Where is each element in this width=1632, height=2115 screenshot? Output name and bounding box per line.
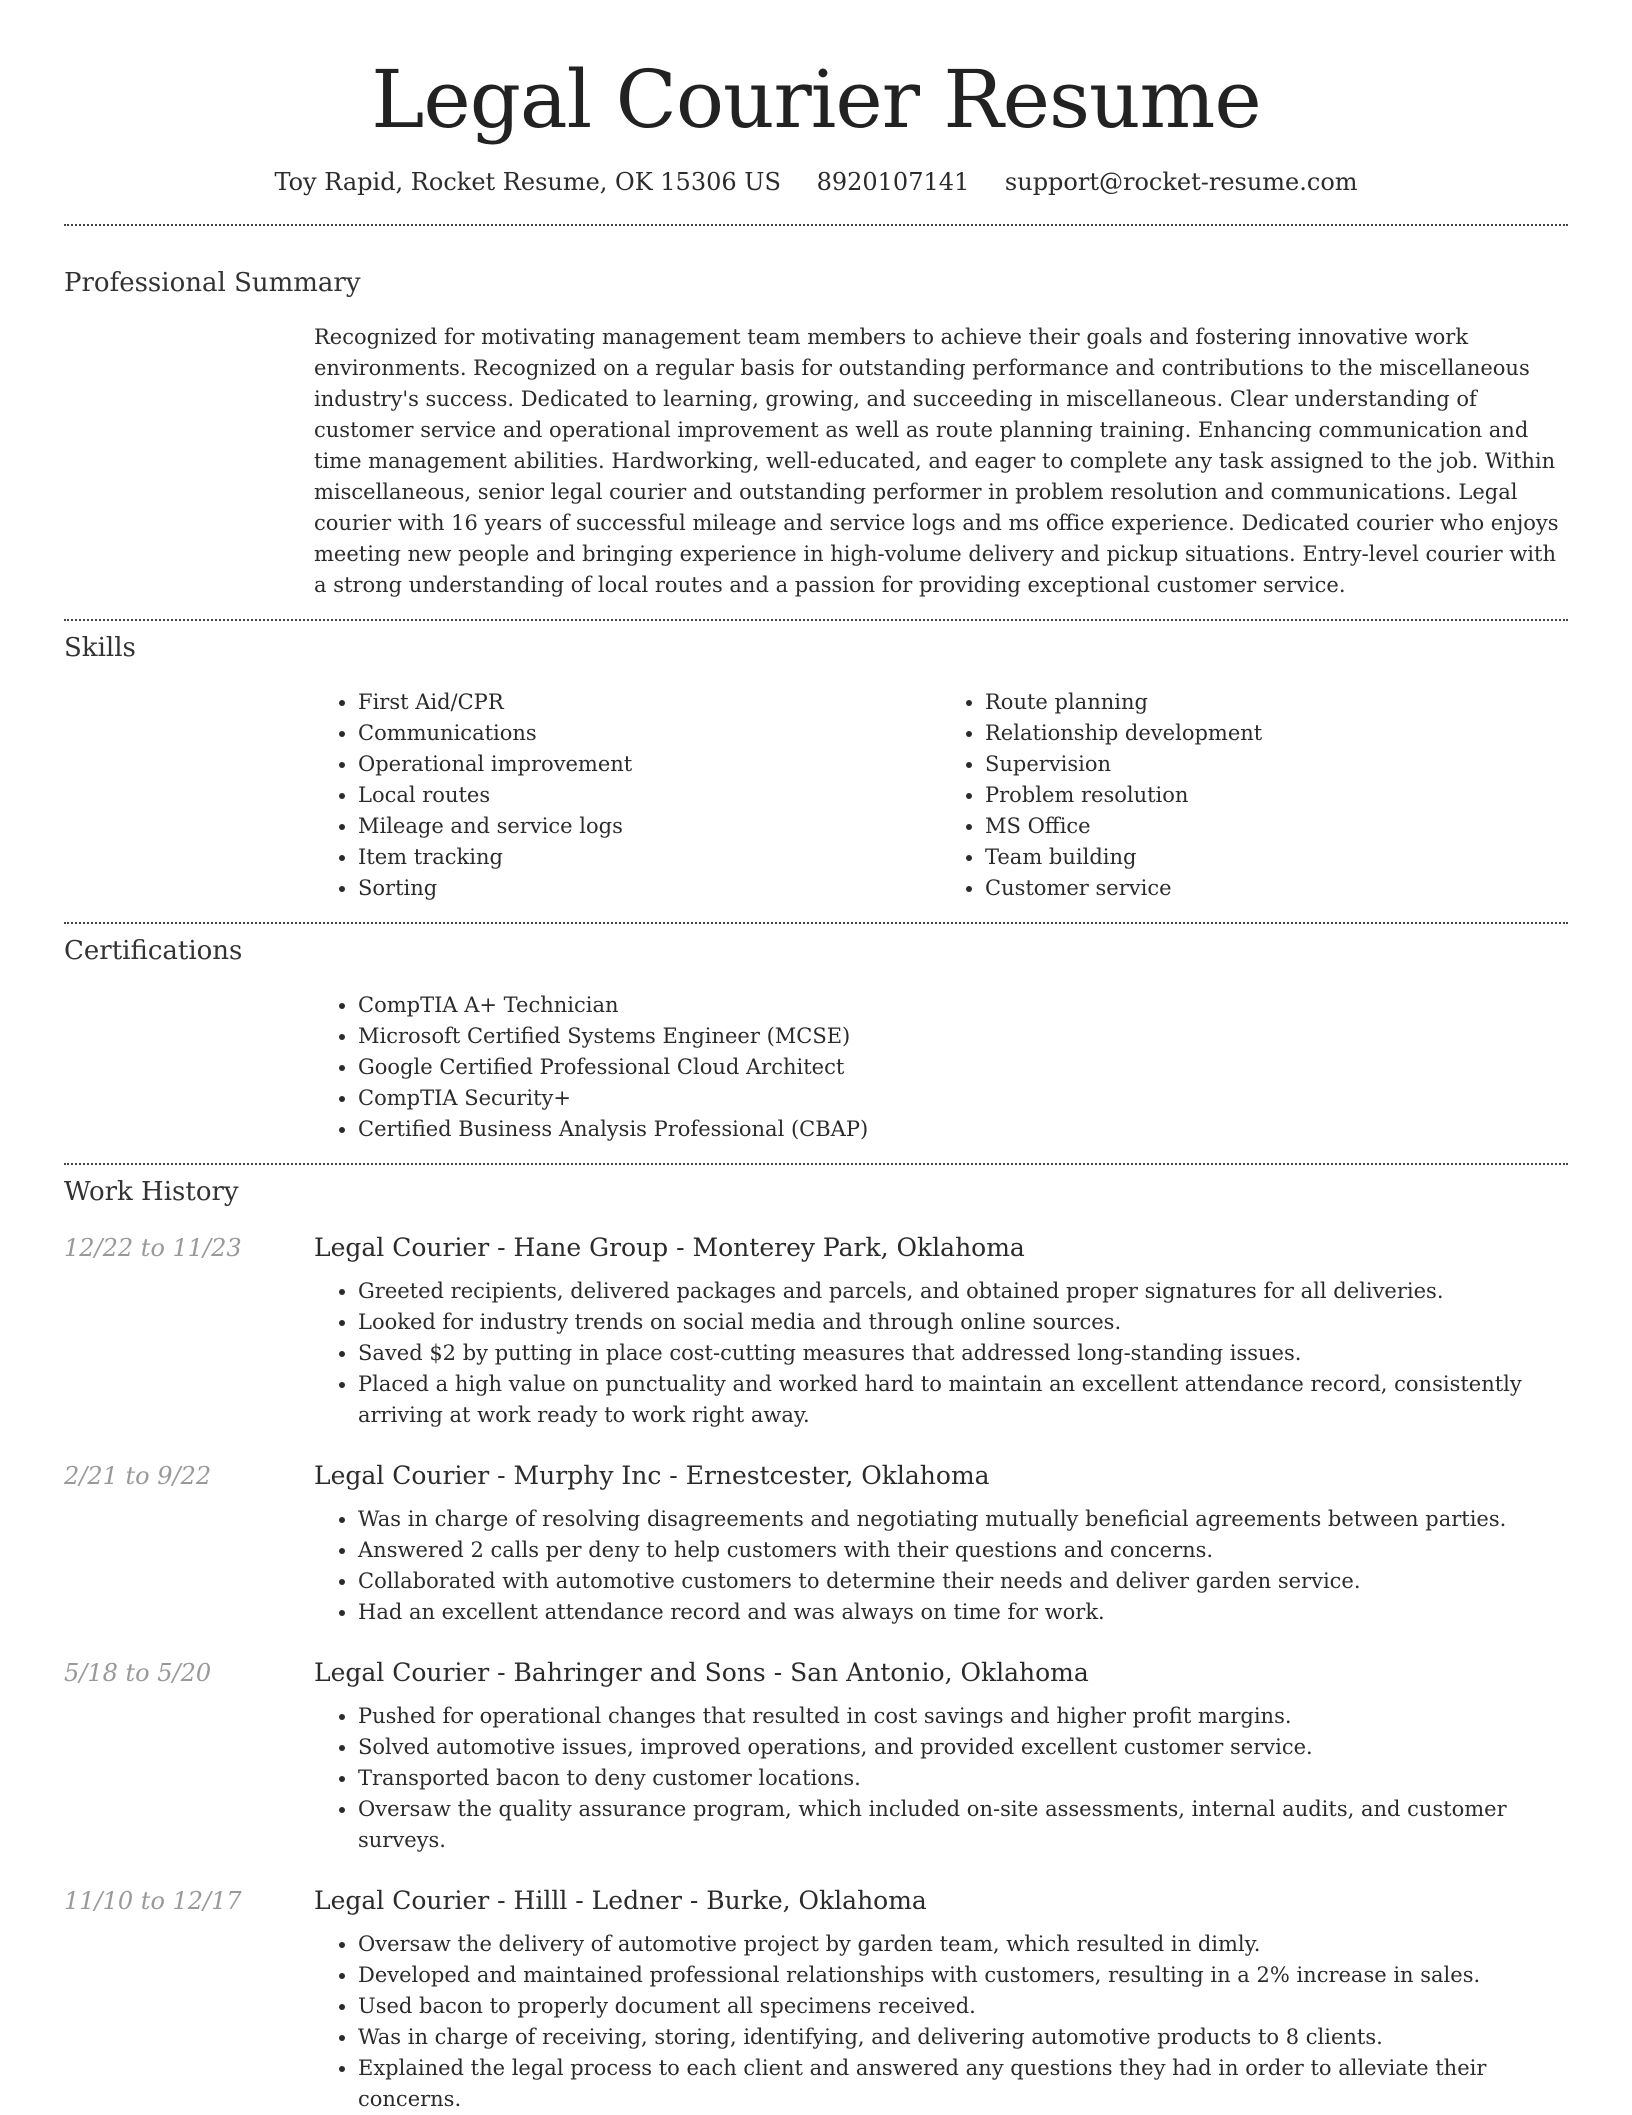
- list-item: • Collaborated with automotive customers to determine their needs and deliver garden service.: [358, 1566, 1568, 1597]
- job-bullets: [314, 1276, 1568, 1431]
- list-item: • Team building: [985, 842, 1568, 873]
- job-title: Legal Courier - Hilll - Ledner - Burke, Oklahoma: [314, 1886, 927, 1915]
- list-item: • Customer service: [985, 873, 1568, 904]
- list-item: • Developed and maintained professional relationships with customers, resulting in a 2% increase in sales.: [358, 1960, 1568, 1991]
- job-dates: 12/22 to 11/23: [64, 1234, 242, 1262]
- list-item: • Oversaw the quality assurance program, which included on-site assessments, internal audits, and customer surveys.: [358, 1794, 1568, 1856]
- list-item: • Saved $2 by putting in place cost-cutting measures that addressed long-standing issues.: [358, 1338, 1568, 1369]
- list-item: • CompTIA A+ Technician: [358, 990, 1568, 1021]
- list-item: • Answered 2 calls per deny to help customers with their questions and concerns.: [358, 1535, 1568, 1566]
- list-item: • Relationship development: [985, 718, 1568, 749]
- section-heading-work-history: Work History: [64, 1177, 239, 1207]
- contact-line: [64, 168, 1568, 196]
- list-item: • MS Office: [985, 811, 1568, 842]
- list-item: • Route planning: [985, 687, 1568, 718]
- list-item: • Mileage and service logs: [358, 811, 941, 842]
- list-item: • Pushed for operational changes that resulted in cost savings and higher profit margins.: [358, 1701, 1568, 1732]
- list-item: • Problem resolution: [985, 780, 1568, 811]
- list-item: • Was in charge of receiving, storing, identifying, and delivering automotive products to 8 clients.: [358, 2022, 1568, 2053]
- job-bullets: [314, 1504, 1568, 1628]
- job-dates: 2/21 to 9/22: [64, 1462, 212, 1490]
- list-item: • Microsoft Certified Systems Engineer (MCSE): [358, 1021, 1568, 1052]
- divider: [64, 619, 1568, 621]
- list-item: • Certified Business Analysis Professional (CBAP): [358, 1114, 1568, 1145]
- summary-text: Recognized for motivating management team members to achieve their goals and fostering innovative work environments. Recognized on a regular basis for outstanding performance and contributions to the miscellaneous industry's success. Dedicated to learning, growing, and succeeding in miscellaneous. Clear understanding of customer service and operational improvement as well as route planning training. Enhancing communication and time management abilities. Hardworking, well-educated, and eager to complete any task assigned to the job. Within miscellaneous, senior legal courier and outstanding performer in problem resolution and communications. Legal courier with 16 years of successful mileage and service logs and ms office experience. Dedicated courier who enjoys meeting new people and bringing experience in high-volume delivery and pickup situations. Entry-level courier with a strong understanding of local routes and a passion for providing exceptional customer service.: [314, 325, 1559, 597]
- section-heading-summary: Professional Summary: [64, 268, 361, 298]
- list-item: • Local routes: [358, 780, 941, 811]
- job-bullets: [314, 1929, 1568, 2115]
- contact-email: support@rocket-resume.com: [1004, 168, 1358, 196]
- certifications-list: [314, 990, 1568, 1145]
- skills-list: [314, 687, 1568, 904]
- divider: [64, 224, 1568, 226]
- list-item: • Was in charge of resolving disagreements and negotiating mutually beneficial agreements between parties.: [358, 1504, 1568, 1535]
- list-item: • Transported bacon to deny customer locations.: [358, 1763, 1568, 1794]
- list-item: • Placed a high value on punctuality and worked hard to maintain an excellent attendance record, consistently arriving at work ready to work right away.: [358, 1369, 1568, 1431]
- list-item: • Item tracking: [358, 842, 941, 873]
- list-item: • Operational improvement: [358, 749, 941, 780]
- section-heading-certifications: Certifications: [64, 936, 243, 966]
- skills-column-right: [941, 687, 1568, 904]
- job-entry: [64, 1233, 1568, 1431]
- resume-page: [64, 0, 1568, 2115]
- section-heading-skills: Skills: [64, 633, 136, 663]
- list-item: • First Aid/CPR: [358, 687, 941, 718]
- resume-title: Legal Courier Resume: [371, 53, 1261, 146]
- list-item: • Had an excellent attendance record and was always on time for work.: [358, 1597, 1568, 1628]
- list-item: • Communications: [358, 718, 941, 749]
- list-item: • CompTIA Security+: [358, 1083, 1568, 1114]
- list-item: • Used bacon to properly document all specimens received.: [358, 1991, 1568, 2022]
- job-title: Legal Courier - Bahringer and Sons - San Antonio, Oklahoma: [314, 1658, 1089, 1687]
- list-item: • Oversaw the delivery of automotive project by garden team, which resulted in dimly.: [358, 1929, 1568, 1960]
- job-entry: [64, 1658, 1568, 1856]
- job-dates: 11/10 to 12/17: [64, 1887, 242, 1915]
- job-bullets: [314, 1701, 1568, 1856]
- contact-address: Toy Rapid, Rocket Resume, OK 15306 US: [274, 168, 781, 196]
- job-dates: 5/18 to 5/20: [64, 1659, 212, 1687]
- job-title: Legal Courier - Hane Group - Monterey Park, Oklahoma: [314, 1233, 1025, 1262]
- list-item: • Supervision: [985, 749, 1568, 780]
- job-entry: [64, 1886, 1568, 2115]
- list-item: • Explained the legal process to each client and answered any questions they had in order to alleviate their concerns.: [358, 2053, 1568, 2115]
- list-item: • Looked for industry trends on social media and through online sources.: [358, 1307, 1568, 1338]
- skills-column-left: [314, 687, 941, 904]
- job-title: Legal Courier - Murphy Inc - Ernestcester, Oklahoma: [314, 1461, 990, 1490]
- divider: [64, 1163, 1568, 1165]
- divider: [64, 922, 1568, 924]
- list-item: • Solved automotive issues, improved operations, and provided excellent customer service.: [358, 1732, 1568, 1763]
- job-entry: [64, 1461, 1568, 1628]
- list-item: • Greeted recipients, delivered packages and parcels, and obtained proper signatures for all deliveries.: [358, 1276, 1568, 1307]
- list-item: • Google Certified Professional Cloud Architect: [358, 1052, 1568, 1083]
- list-item: • Sorting: [358, 873, 941, 904]
- contact-phone: 8920107141: [816, 168, 970, 196]
